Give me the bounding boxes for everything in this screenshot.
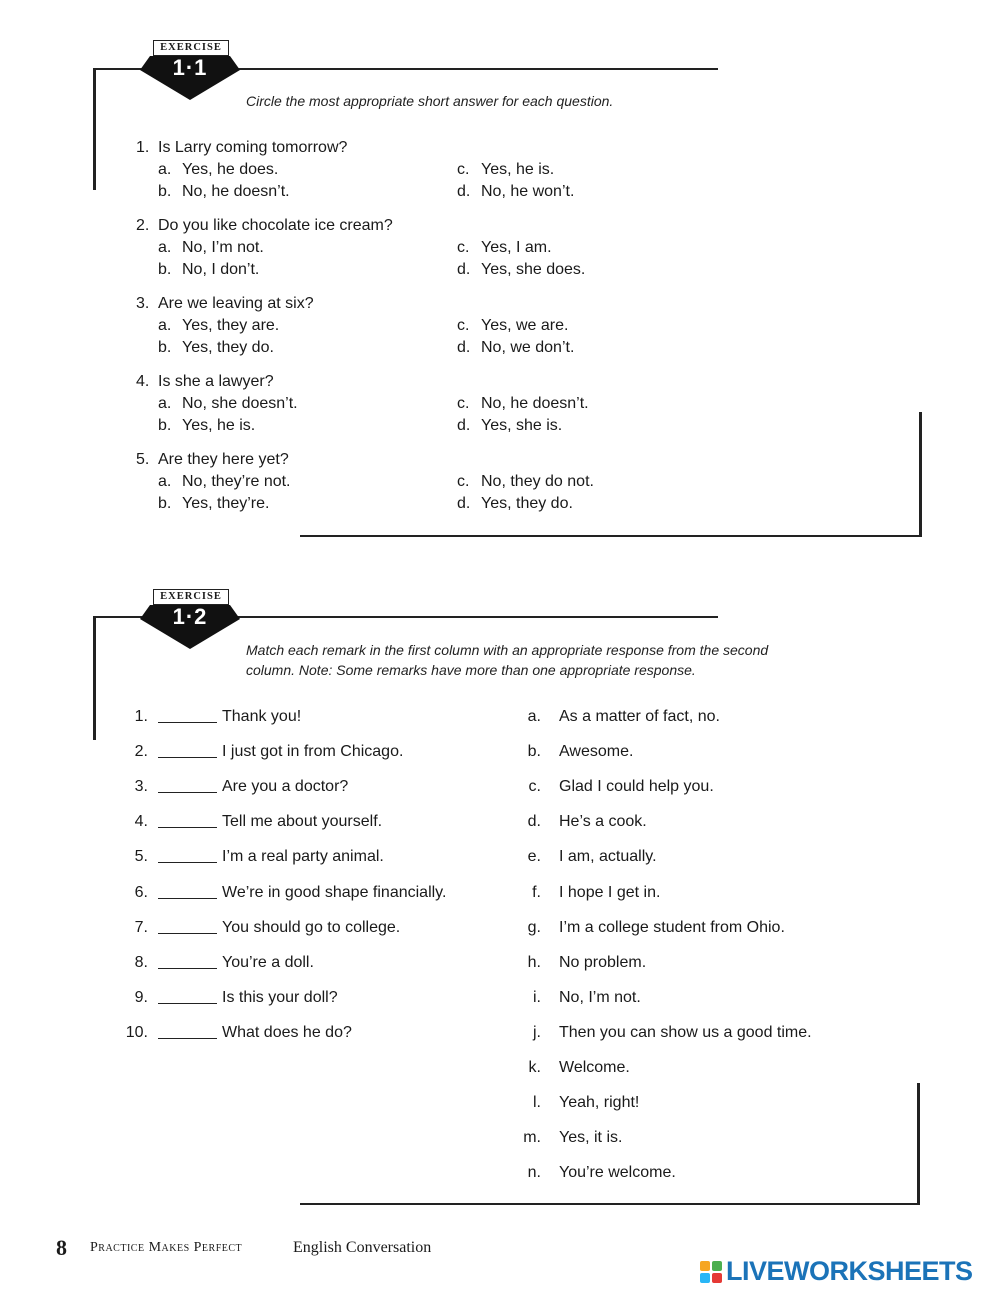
response-text: I’m a college student from Ohio. — [559, 919, 785, 936]
response-text: Then you can show us a good time. — [559, 1024, 812, 1041]
option-letter: d. — [457, 261, 471, 278]
remark-number: 1. — [134, 708, 148, 725]
remark-text: I’m a real party animal. — [222, 848, 384, 865]
answer-option[interactable] — [457, 471, 594, 492]
exercise-1-2-instruction-line-1: Match each remark in the first column with an appropriate response from the second — [246, 642, 769, 658]
remark-number: 10. — [125, 1024, 148, 1041]
answer-option[interactable] — [457, 337, 574, 358]
response-text: I am, actually. — [559, 848, 657, 865]
answer-option[interactable] — [158, 415, 255, 436]
response-letter: d. — [527, 813, 541, 830]
answer-option[interactable] — [158, 493, 269, 514]
question — [136, 371, 274, 392]
response-letter: l. — [533, 1094, 541, 1111]
option-text: No, he doesn’t. — [182, 183, 290, 200]
response-letter: a. — [527, 708, 541, 725]
answer-option[interactable] — [457, 181, 574, 202]
answer-option[interactable] — [158, 237, 264, 258]
exercise-1-1-left-rule — [93, 68, 96, 190]
exercise-1-2-right-rule — [917, 1083, 920, 1205]
answer-option[interactable] — [457, 315, 568, 336]
response-row — [0, 1162, 900, 1184]
response-row — [0, 987, 900, 1009]
remark-number: 3. — [134, 778, 148, 795]
response-row — [0, 846, 900, 868]
option-text: Yes, she is. — [481, 417, 563, 434]
answer-option[interactable] — [158, 471, 291, 492]
response-row — [0, 882, 900, 904]
option-letter: c. — [457, 161, 470, 178]
question-text: Are we leaving at six? — [158, 295, 314, 312]
exercise-1-1-badge — [140, 40, 240, 100]
remark-number: 2. — [134, 743, 148, 760]
response-letter: h. — [527, 954, 541, 971]
question-number: 2. — [136, 217, 150, 234]
remark-text: Thank you! — [222, 708, 302, 725]
response-row — [0, 811, 900, 833]
option-letter: c. — [457, 473, 470, 490]
remark-number: 4. — [134, 813, 148, 830]
option-text: No, I’m not. — [182, 239, 264, 256]
book-title: Practice Makes Perfect — [90, 1240, 243, 1255]
response-letter: c. — [528, 778, 541, 795]
answer-option[interactable] — [158, 393, 298, 414]
exercise-1-1-right-rule — [919, 412, 922, 537]
option-text: No, she doesn’t. — [182, 395, 298, 412]
exercise-1-2-instruction-line-2: column. Note: Some remarks have more than one appropriate response. — [246, 662, 696, 678]
exercise-1-1-instruction: Circle the most appropriate short answer for each question. — [246, 93, 614, 109]
response-text: Yeah, right! — [559, 1094, 640, 1111]
response-row — [0, 706, 900, 728]
remark-text: Are you a doctor? — [222, 778, 349, 795]
response-letter: m. — [523, 1129, 541, 1146]
answer-option[interactable] — [158, 315, 279, 336]
option-letter: d. — [457, 417, 471, 434]
response-row — [0, 741, 900, 763]
answer-option[interactable] — [457, 159, 554, 180]
response-text: He’s a cook. — [559, 813, 647, 830]
option-letter: a. — [158, 473, 172, 490]
question-text: Is Larry coming tomorrow? — [158, 139, 348, 156]
question-text: Is she a lawyer? — [158, 373, 274, 390]
liveworksheets-logo-text: LIVEWORKSHEETS — [726, 1256, 973, 1286]
remark-text: You should go to college. — [222, 919, 401, 936]
question — [136, 215, 393, 236]
page-number: 8 — [56, 1235, 67, 1260]
option-letter: c. — [457, 239, 470, 256]
exercise-badge-label: EXERCISE — [153, 589, 229, 605]
option-text: Yes, I am. — [481, 239, 552, 256]
option-text: Yes, she does. — [481, 261, 586, 278]
response-text: As a matter of fact, no. — [559, 708, 720, 725]
answer-option[interactable] — [457, 415, 562, 436]
option-letter: b. — [158, 183, 172, 200]
response-row — [0, 776, 900, 798]
response-letter: n. — [527, 1164, 541, 1181]
option-text: Yes, we are. — [481, 317, 569, 334]
question — [136, 137, 347, 158]
response-row — [0, 1092, 900, 1114]
response-text: Awesome. — [559, 743, 634, 760]
answer-option[interactable] — [158, 337, 274, 358]
remark-number: 7. — [134, 919, 148, 936]
remark-number: 5. — [134, 848, 148, 865]
response-row — [0, 1057, 900, 1079]
liveworksheets-grid-icon — [700, 1261, 722, 1283]
question-number: 4. — [136, 373, 150, 390]
exercise-1-2-bottom-rule — [300, 1203, 920, 1205]
response-letter: f. — [532, 884, 541, 901]
response-text: No problem. — [559, 954, 647, 971]
exercise-1-2-badge — [140, 589, 240, 649]
option-letter: d. — [457, 183, 471, 200]
exercise-badge-number: 1·2 — [172, 604, 208, 629]
option-letter: b. — [158, 339, 172, 356]
answer-option[interactable] — [158, 159, 278, 180]
option-letter: d. — [457, 339, 471, 356]
option-letter: d. — [457, 495, 471, 512]
question — [136, 293, 314, 314]
remark-text: What does he do? — [222, 1024, 352, 1041]
question-number: 3. — [136, 295, 150, 312]
response-text: No, I’m not. — [559, 989, 641, 1006]
remark-number: 9. — [134, 989, 148, 1006]
option-letter: a. — [158, 161, 172, 178]
answer-option[interactable] — [457, 393, 589, 414]
response-text: Glad I could help you. — [559, 778, 714, 795]
remark-number: 6. — [134, 884, 148, 901]
remark-number: 8. — [134, 954, 148, 971]
option-text: Yes, they do. — [481, 495, 573, 512]
option-letter: b. — [158, 261, 172, 278]
response-letter: e. — [527, 848, 541, 865]
answer-option[interactable] — [158, 259, 259, 280]
response-text: I hope I get in. — [559, 884, 661, 901]
answer-option[interactable] — [457, 237, 552, 258]
response-text: You’re welcome. — [559, 1164, 676, 1181]
response-row — [0, 917, 900, 939]
option-letter: a. — [158, 317, 172, 334]
option-text: Yes, they do. — [182, 339, 274, 356]
remark-text: Is this your doll? — [222, 989, 338, 1006]
remark-text: We’re in good shape financially. — [222, 884, 447, 901]
response-letter: g. — [527, 919, 541, 936]
answer-option[interactable] — [158, 181, 290, 202]
question — [136, 449, 289, 470]
response-row — [0, 952, 900, 974]
option-text: No, I don’t. — [182, 261, 260, 278]
option-letter: a. — [158, 395, 172, 412]
remark-text: You’re a doll. — [222, 954, 314, 971]
response-text: Yes, it is. — [559, 1129, 623, 1146]
exercise-badge-number: 1·1 — [172, 55, 208, 80]
response-letter: i. — [533, 989, 541, 1006]
answer-option[interactable] — [457, 259, 585, 280]
response-letter: j. — [533, 1024, 541, 1041]
option-text: No, he won’t. — [481, 183, 575, 200]
exercise-badge-label: EXERCISE — [153, 40, 229, 56]
option-letter: a. — [158, 239, 172, 256]
option-letter: b. — [158, 417, 172, 434]
option-text: No, he doesn’t. — [481, 395, 589, 412]
option-letter: b. — [158, 495, 172, 512]
liveworksheets-logo[interactable] — [700, 1256, 990, 1288]
question-number: 1. — [136, 139, 150, 156]
exercise-1-1-bottom-rule — [300, 535, 922, 537]
response-text: Welcome. — [559, 1059, 630, 1076]
remark-text: I just got in from Chicago. — [222, 743, 404, 760]
remark-text: Tell me about yourself. — [222, 813, 383, 830]
option-text: No, we don’t. — [481, 339, 575, 356]
option-text: No, they’re not. — [182, 473, 291, 490]
response-letter: k. — [528, 1059, 541, 1076]
option-text: Yes, he is. — [481, 161, 555, 178]
question-text: Do you like chocolate ice cream? — [158, 217, 393, 234]
option-letter: c. — [457, 395, 470, 412]
option-text: Yes, they are. — [182, 317, 280, 334]
option-text: Yes, he is. — [182, 417, 256, 434]
option-text: Yes, he does. — [182, 161, 279, 178]
option-text: No, they do not. — [481, 473, 594, 490]
option-text: Yes, they’re. — [182, 495, 270, 512]
answer-option[interactable] — [457, 493, 573, 514]
response-letter: b. — [527, 743, 541, 760]
question-number: 5. — [136, 451, 150, 468]
response-row — [0, 1127, 900, 1149]
book-subtitle: English Conversation — [293, 1239, 432, 1256]
question-text: Are they here yet? — [158, 451, 289, 468]
option-letter: c. — [457, 317, 470, 334]
response-row — [0, 1022, 900, 1044]
